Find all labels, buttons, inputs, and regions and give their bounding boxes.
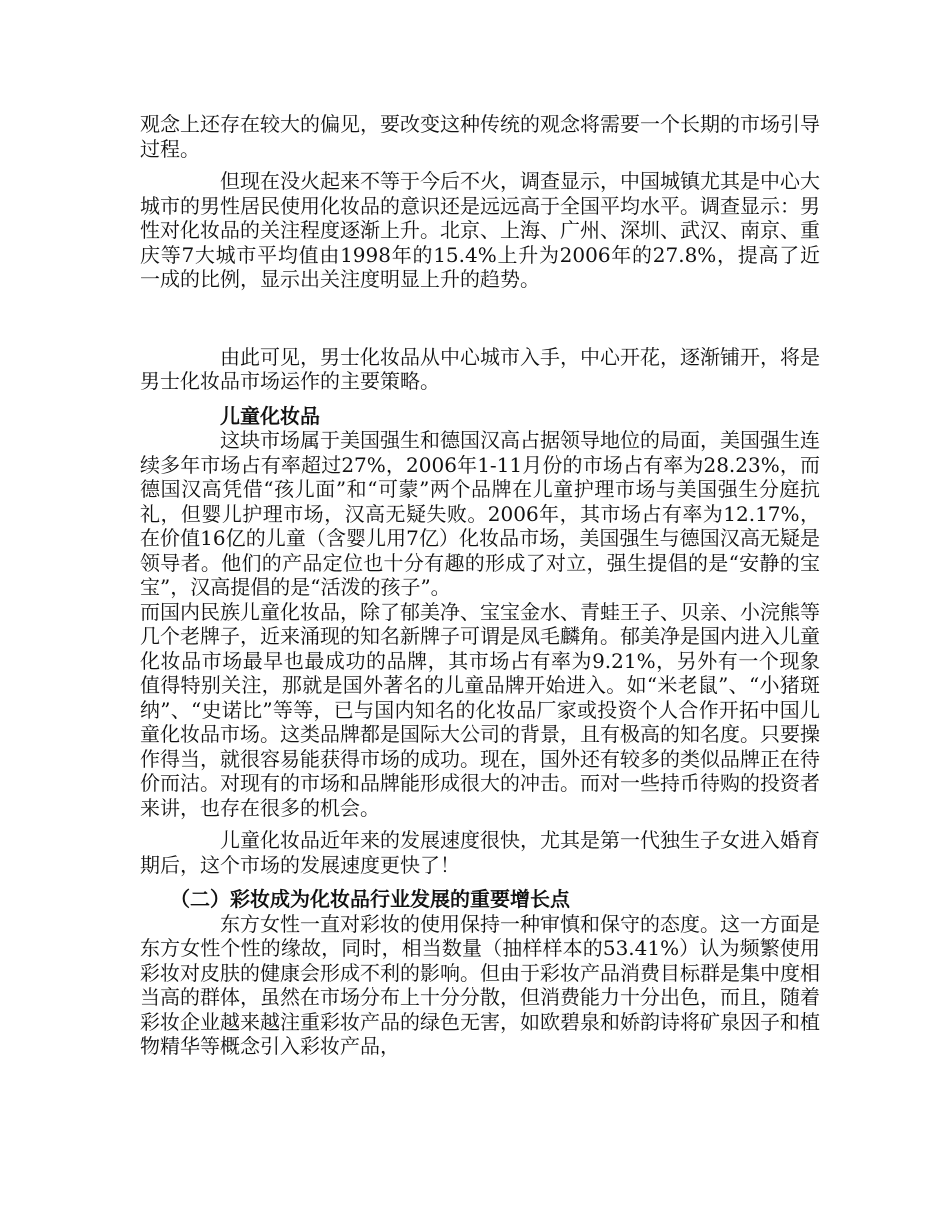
- heading-children-cosmetics: 儿童化妆品: [220, 403, 320, 428]
- paragraph-mindset-bias: 观念上还存在较大的偏见，要改变这种传统的观念将需要一个长期的市场引导过程。: [140, 112, 820, 161]
- paragraph-male-strategy: 由此可见，男士化妆品从中心城市入手，中心开花，逐渐铺开，将是男士化妆品市场运作的主要策略。: [140, 344, 820, 393]
- heading-section-two: （二）彩妆成为化妆品行业发展的重要增长点: [170, 887, 570, 911]
- paragraph-children-growth: 儿童化妆品近年来的发展速度很快，尤其是第一代独生子女进入婚育期后，这个市场的发展速度更快了！: [140, 828, 820, 877]
- paragraph-domestic-brands: 而国内民族儿童化妆品，除了郁美净、宝宝金水、青蛙王子、贝亲、小浣熊等几个老牌子，近来涌现的知名新牌子可谓是凤毛麟角。郁美净是国内进入儿童化妆品市场最早也最成功的品牌，其市场占有率为9.21%，另外有一个现象值得特别关注，那就是国外著名的儿童品牌开始进入。如“米老鼠”、“小猪斑纳”、“史诺比”等等，已与国内知名的化妆品厂家或投资个人合作开拓中国儿童化妆品市场。这类品牌都是国际大公司的背景，且有极高的知名度。只要操作得当，就很容易能获得市场的成功。现在，国外还有较多的类似品牌正在待价而沽。对现有的市场和品牌能形成很大的冲击。而对一些持币待购的投资者来讲，也存在很多的机会。: [140, 599, 820, 820]
- paragraph-survey-male-awareness: 但现在没火起来不等于今后不火，调查显示，中国城镇尤其是中心大城市的男性居民使用化妆品的意识还是远远高于全国平均水平。调查显示：男性对化妆品的关注程度逐渐上升。北京、上海、广州、深圳、武汉、南京、重庆等7大城市平均值由1998年的15.4%上升为2006年的27.8%，提高了近一成的比例，显示出关注度明显上升的趋势。: [140, 169, 820, 291]
- document-page: [140, 112, 820, 1059]
- paragraph-market-leaders: 这块市场属于美国强生和德国汉高占据领导地位的局面，美国强生连续多年市场占有率超过27%，2006年1-11月份的市场占有率为28.23%，而德国汉高凭借“孩儿面”和“可蒙”两个品牌在儿童护理市场与美国强生分庭抗礼，但婴儿护理市场，汉高无疑失败。2006年，其市场占有率为12.17%，在价值16亿的儿童（含婴儿用7亿）化妆品市场，美国强生与德国汉高无疑是领导者。他们的产品定位也十分有趣的形成了对立，强生提倡的是“安静的宝宝”，汉高提倡的是“活泼的孩子”。: [140, 428, 820, 599]
- paragraph-makeup-attitude: 东方女性一直对彩妆的使用保持一种审慎和保守的态度。这一方面是东方女性个性的缘故，同时，相当数量（抽样样本的53.41%）认为频繁使用彩妆对皮肤的健康会形成不利的影响。但由于彩妆产品消费目标群是集中度相当高的群体，虽然在市场分布上十分分散，但消费能力十分出色，而且，随着彩妆企业越来越注重彩妆产品的绿色无害，如欧碧泉和娇韵诗将矿泉因子和植物精华等概念引入彩妆产品，: [140, 911, 820, 1058]
